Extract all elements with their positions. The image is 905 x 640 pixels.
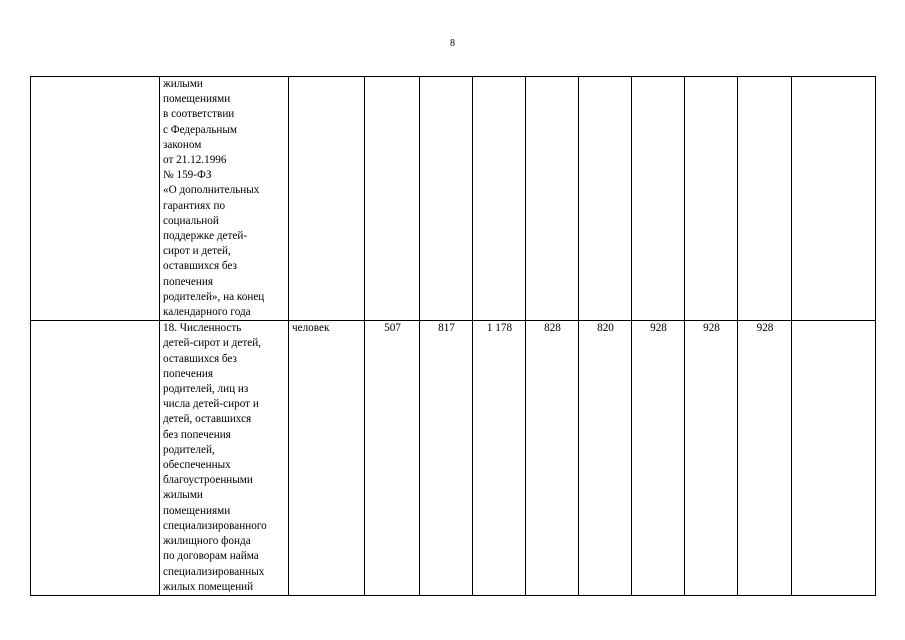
note-cell — [792, 321, 876, 596]
indicator-description: жилыми помещениями в соответствии с Федеральным законом от 21.12.1996 № 159-ФЗ «О дополнительных гарантиях по социальной поддержке детей- сирот и детей, оставшихся без попечения родителей», на конец календарного года — [160, 77, 289, 321]
value-cell — [420, 77, 473, 321]
table-row — [31, 77, 876, 321]
indicators-table — [30, 76, 876, 596]
value-cell: 820 — [579, 321, 632, 596]
indicator-description: 18. Численность детей-сирот и детей, оставшихся без попечения родителей, лиц из числа детей-сирот и детей, оставшихся без попечения родителей, обеспеченных благоустроенными жилыми помещениями специализированного жилищного фонда по договорам найма специализированных жилых помещений — [160, 321, 289, 596]
value-cell: 817 — [420, 321, 473, 596]
value-cell — [579, 77, 632, 321]
value-cell — [473, 77, 526, 321]
value-cell: 928 — [632, 321, 685, 596]
page-number: 8 — [450, 38, 455, 49]
value-cell: 928 — [685, 321, 738, 596]
value-cell — [738, 77, 792, 321]
unit-cell: человек — [289, 321, 365, 596]
value-cell: 828 — [526, 321, 579, 596]
value-cell — [526, 77, 579, 321]
note-cell — [792, 77, 876, 321]
value-cell: 507 — [365, 321, 420, 596]
value-cell: 1 178 — [473, 321, 526, 596]
number-cell — [31, 77, 160, 321]
value-cell — [632, 77, 685, 321]
value-cell — [365, 77, 420, 321]
number-cell — [31, 321, 160, 596]
value-cell — [685, 77, 738, 321]
table-row — [31, 321, 876, 596]
value-cell: 928 — [738, 321, 792, 596]
unit-cell — [289, 77, 365, 321]
